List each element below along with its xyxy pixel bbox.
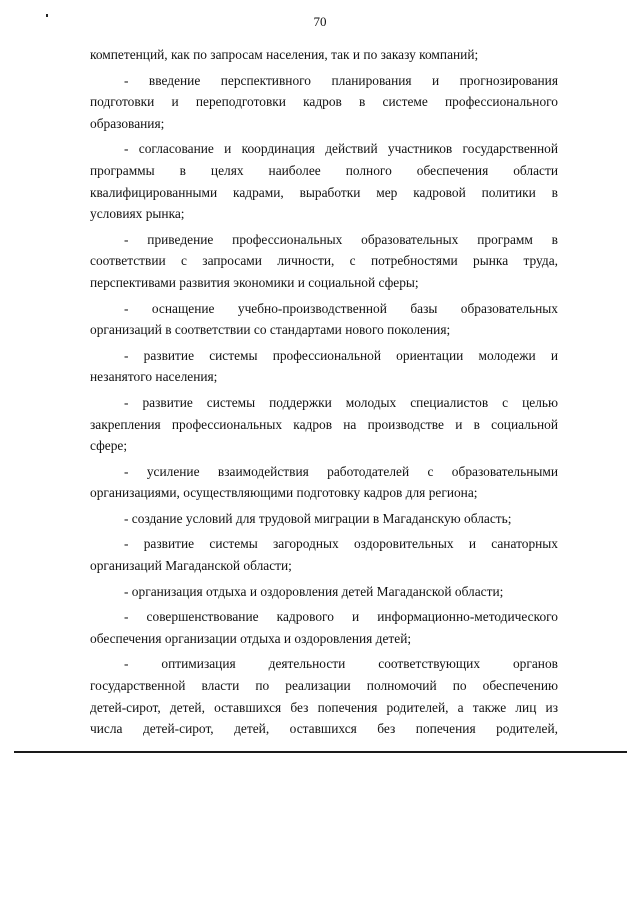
- text-line: числа детей-сирот, детей, оставшихся без попечения родителей,: [90, 721, 558, 737]
- text-line: - создание условий для трудовой миграции в Магаданскую область;: [124, 510, 512, 526]
- text-line: образования;: [90, 115, 165, 131]
- text-line: - развитие системы загородных оздоровительных и санаторных: [124, 536, 558, 552]
- text-line: - оптимизация деятельности соответствующих органов: [124, 656, 558, 672]
- text-line: обеспечения организации отдыха и оздоровления детей;: [90, 630, 412, 646]
- text-line: - развитие системы профессиональной ориентации молодежи и: [124, 347, 558, 363]
- text-line: программы в целях наиболее полного обеспечения области: [90, 162, 558, 178]
- text-line: организаций в соответствии со стандартами нового поколения;: [90, 322, 451, 338]
- page-number: 70: [313, 14, 327, 29]
- text-line: организаций Магаданской области;: [90, 558, 292, 574]
- text-line: соответствии с запросами личности, с потребностями рынка труда,: [90, 253, 558, 269]
- footer-divider: [14, 751, 627, 753]
- text-line: подготовки и переподготовки кадров в системе профессионального: [90, 94, 558, 110]
- text-line: - приведение профессиональных образовательных программ в: [124, 231, 558, 247]
- paragraph: [90, 533, 558, 576]
- text-line: компетенций, как по запросам населения, так и по заказу компаний;: [90, 47, 479, 62]
- text-line: - организация отдыха и оздоровления детей Магаданской области;: [124, 583, 504, 599]
- text-line: незанятого населения;: [90, 369, 218, 385]
- paragraph: [90, 229, 558, 294]
- paragraph: [90, 392, 558, 457]
- paragraph: [90, 508, 558, 530]
- text-line: - введение перспективного планирования и прогнозирования: [124, 72, 558, 88]
- paragraph: [90, 345, 558, 388]
- text-line: закрепления профессиональных кадров на производстве и в социальной: [90, 416, 558, 432]
- paragraph: [90, 606, 558, 649]
- paragraph: [90, 70, 558, 135]
- paragraph: [90, 653, 558, 739]
- text-line: сфере;: [90, 438, 128, 454]
- paragraph: [90, 581, 558, 603]
- text-line: квалифицированными кадрами, выработки мер кадровой политики в: [90, 184, 558, 200]
- text-line: - совершенствование кадрового и информационно-методического: [124, 609, 558, 625]
- document-body: [90, 44, 558, 740]
- paragraph: [90, 461, 558, 504]
- text-line: - развитие системы поддержки молодых специалистов с целью: [124, 394, 558, 410]
- text-line: - согласование и координация действий участников государственной: [124, 141, 558, 157]
- text-line: детей-сирот, детей, оставшихся без попечения родителей, а также лиц из: [90, 699, 558, 715]
- text-line: - усиление взаимодействия работодателей с образовательными: [124, 463, 558, 479]
- paragraph: [90, 298, 558, 341]
- text-line: организациями, осуществляющими подготовку кадров для региона;: [90, 485, 478, 501]
- text-line: перспективами развития экономики и социальной сферы;: [90, 274, 419, 290]
- text-line: условиях рынка;: [90, 206, 185, 222]
- text-line: государственной власти по реализации полномочий по обеспечению: [90, 678, 558, 694]
- paragraph: [90, 138, 558, 224]
- paragraph: [90, 44, 558, 66]
- text-line: - оснащение учебно-производственной базы образовательных: [124, 300, 558, 316]
